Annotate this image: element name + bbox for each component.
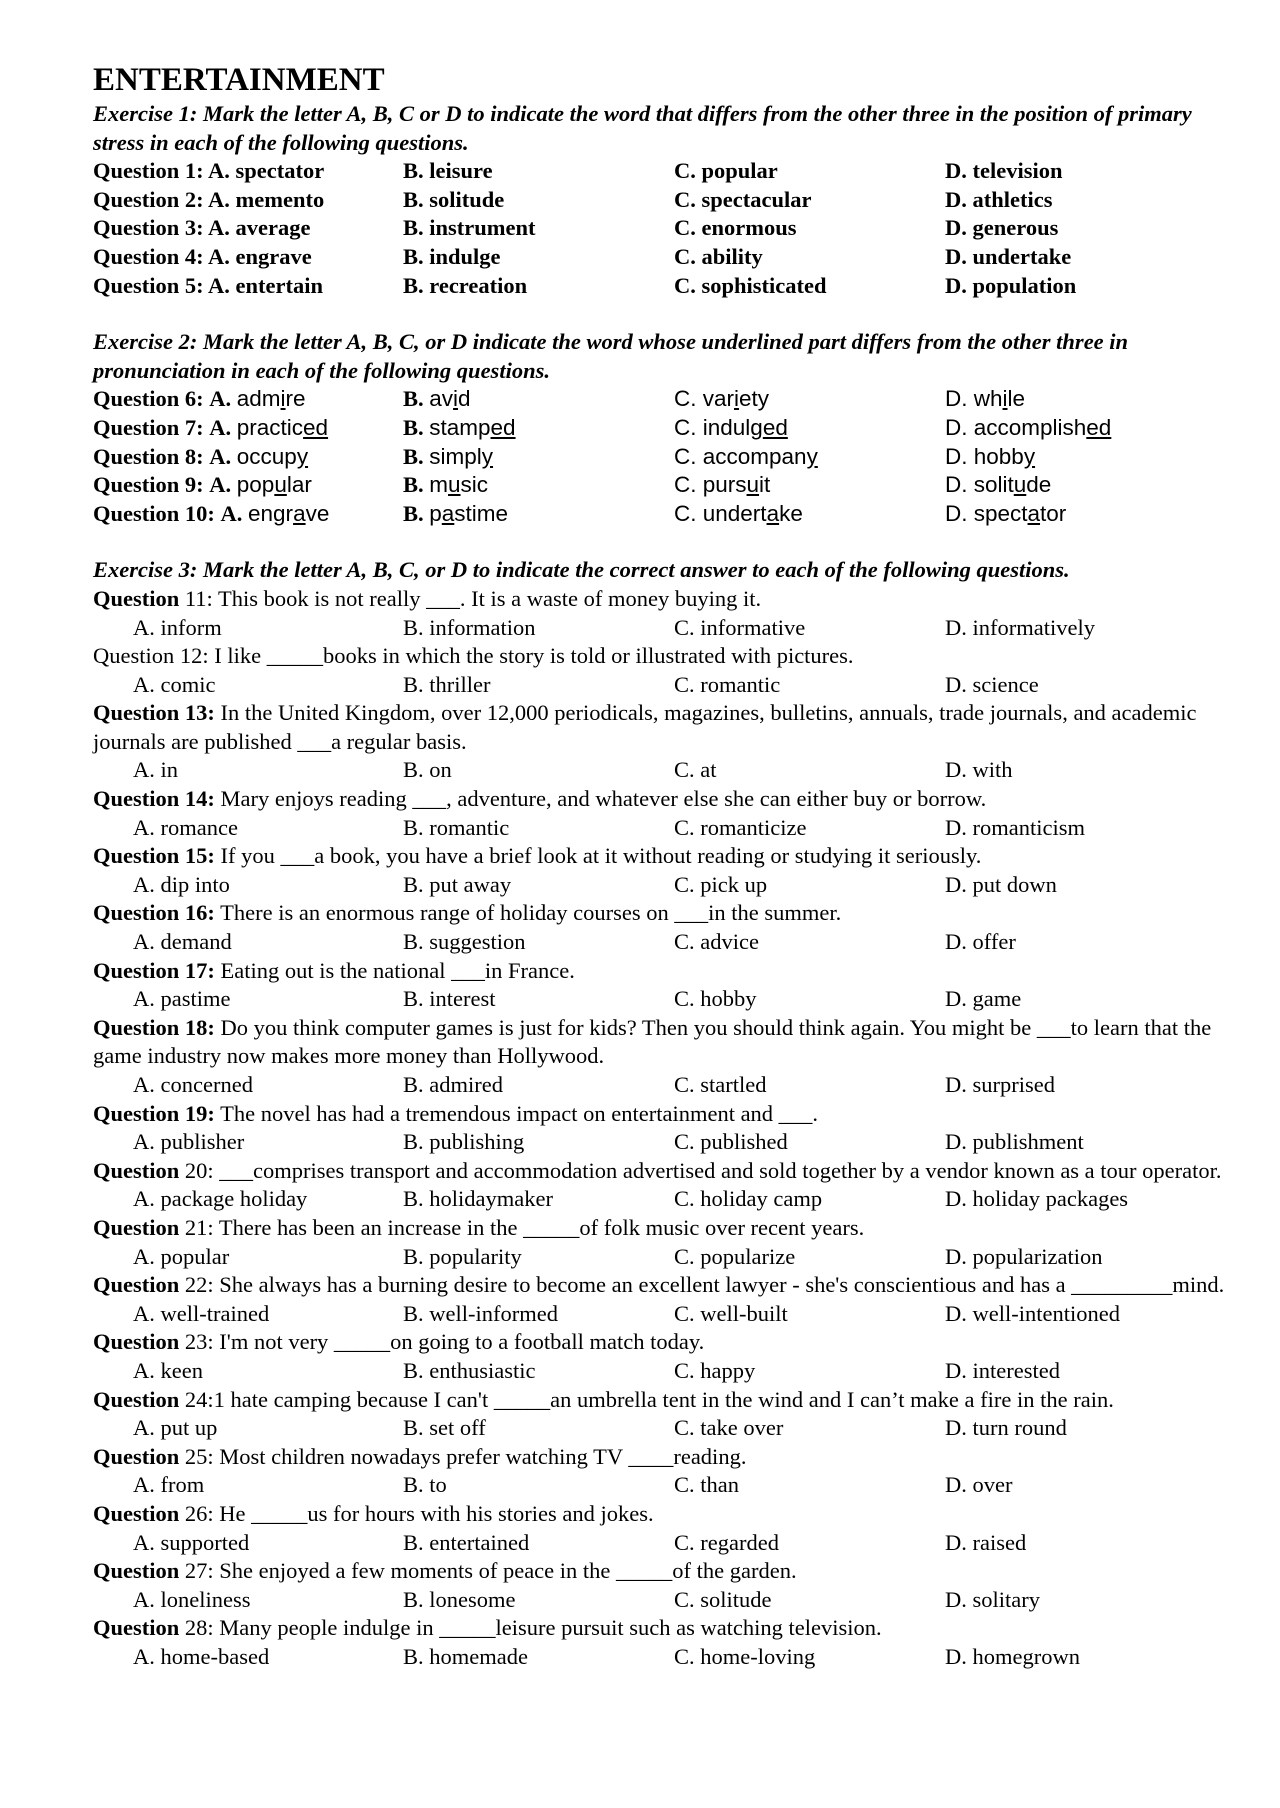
option-d: D. popularization <box>945 1243 1103 1269</box>
question-label: Question <box>93 1443 180 1469</box>
underlined-part: a <box>1027 500 1041 526</box>
option-c: C. ability <box>674 243 763 269</box>
question-row <box>93 500 1233 529</box>
question-number: 25: <box>179 1443 214 1469</box>
word-part: C. indulg <box>674 414 763 440</box>
option-b: B. well-informed <box>403 1300 558 1326</box>
word-part: C. accompan <box>674 443 807 469</box>
underlined-part: i <box>1002 386 1008 412</box>
option-letter: A. <box>220 500 243 526</box>
underlined-part: ed <box>762 414 788 440</box>
underlined-part: ed <box>303 414 329 440</box>
options-row <box>93 1243 1233 1272</box>
word-part: C. purs <box>674 472 747 498</box>
question-text: I'm not very _____on going to a football match today. <box>213 1329 705 1355</box>
option-a <box>248 501 329 526</box>
question-label: Question 19: <box>93 1100 215 1126</box>
question-number: 22: <box>179 1272 214 1298</box>
question-label: Question 9: <box>93 472 204 498</box>
option-a: A. inform <box>133 614 222 640</box>
option-d: D. put down <box>945 871 1057 897</box>
option-a: A. in <box>133 757 178 783</box>
option-c: C. published <box>674 1129 788 1155</box>
option-b: B. on <box>403 757 452 783</box>
option-a: A. comic <box>133 671 216 697</box>
options-row <box>93 1471 1233 1500</box>
option-a: A. put up <box>133 1415 218 1441</box>
exercise-2-list <box>93 385 1233 528</box>
question-text: She always has a burning desire to become an excellent lawyer - she's conscientious and has a _________mind. <box>213 1272 1225 1298</box>
options-row <box>93 614 1233 643</box>
word-part: D. solit <box>945 472 1014 498</box>
underlined-part: y <box>481 443 494 469</box>
option-b: B. instrument <box>403 215 536 241</box>
option-c: C. well-built <box>674 1300 788 1326</box>
option-c: C. romanticize <box>674 814 807 840</box>
underlined-part: u <box>746 472 760 498</box>
question-number: 11: <box>179 585 213 611</box>
options-row <box>93 871 1233 900</box>
question-label: Question 16: <box>93 900 215 926</box>
word-part: lar <box>286 472 312 498</box>
option-a: A. loneliness <box>133 1586 251 1612</box>
option-b: B. holidaymaker <box>403 1186 553 1212</box>
question-label: Question 10: <box>93 500 215 526</box>
word-part: p <box>429 500 442 526</box>
option-a: A. publisher <box>133 1129 245 1155</box>
option-b: B. to <box>403 1472 447 1498</box>
option-b: B. leisure <box>403 158 493 184</box>
word-part: it <box>759 472 771 498</box>
option-b: B. entertained <box>403 1529 530 1555</box>
question-row <box>93 443 1233 472</box>
options-row <box>93 1357 1233 1386</box>
options-row <box>93 928 1233 957</box>
underlined-part: a <box>441 500 455 526</box>
word-part: m <box>429 472 449 498</box>
question-label: Question 8: <box>93 443 204 469</box>
question-text: 1 hate camping because I can't _____an umbrella tent in the wind and I can’t make a fire in the rain. <box>213 1386 1114 1412</box>
option-a: A. dip into <box>133 871 230 897</box>
option-a: A. spectator <box>208 158 325 184</box>
question-row <box>93 243 1233 272</box>
option-b-word <box>429 386 470 411</box>
option-letter: A. <box>209 443 232 469</box>
question-stem <box>93 1500 1233 1529</box>
options-row <box>93 1071 1233 1100</box>
option-d: D. surprised <box>945 1072 1055 1097</box>
underlined-part: u <box>1013 472 1027 498</box>
option-b: B. popularity <box>403 1243 522 1269</box>
option-b <box>403 414 674 443</box>
option-b-word <box>429 501 508 526</box>
exercise-3-list <box>93 585 1233 1672</box>
question-number: 26: <box>179 1500 214 1526</box>
question-stem <box>93 1271 1233 1300</box>
option-c: C. happy <box>674 1357 756 1383</box>
option-d: D. over <box>945 1472 1013 1498</box>
option-b: B. indulge <box>403 243 501 269</box>
option-b <box>403 471 674 500</box>
option-b: B. romantic <box>403 814 510 840</box>
option-d <box>945 500 1233 529</box>
option-b: B. lonesome <box>403 1586 516 1612</box>
option-letter: B. <box>403 414 424 440</box>
question-text: Mary enjoys reading ___, adventure, and whatever else she can either buy or borrow. <box>214 786 987 812</box>
option-d <box>945 471 1233 500</box>
question-stem <box>93 1386 1233 1415</box>
options-row <box>93 1529 1233 1558</box>
question-number: 24: <box>179 1386 214 1412</box>
underlined-part: y <box>1023 443 1036 469</box>
option-b: B. admired <box>403 1072 503 1097</box>
question-number: 27: <box>179 1558 214 1584</box>
question-text: Do you think computer games is just for kids? Then you should think again. You might be ___to learn that the game industry now makes more money than Hollywood. <box>93 1014 1212 1069</box>
option-a: A. romance <box>133 814 238 840</box>
question-stem <box>93 1443 1233 1472</box>
option-a: A. engrave <box>208 243 312 269</box>
option-c: C. startled <box>674 1072 767 1097</box>
word-part: ety <box>739 386 770 412</box>
option-c <box>674 443 945 472</box>
question-label: Question <box>93 1329 180 1355</box>
option-d: D. well-intentioned <box>945 1300 1120 1326</box>
option-a: A. from <box>133 1472 205 1498</box>
word-part: re <box>285 386 306 412</box>
option-d: D. television <box>945 158 1063 184</box>
question-row <box>93 214 1233 243</box>
question-stem <box>93 585 1233 614</box>
question-number: 20: <box>179 1157 214 1183</box>
option-d: D. with <box>945 757 1013 783</box>
option-c: C. at <box>674 757 717 783</box>
question-number: Question 12: <box>93 643 209 669</box>
option-b <box>403 385 674 414</box>
option-b-word <box>429 472 488 497</box>
option-a: A. pastime <box>133 986 231 1012</box>
word-part: av <box>429 386 454 412</box>
option-a: A. memento <box>208 186 325 212</box>
option-letter: A. <box>209 414 232 440</box>
option-a: A. concerned <box>133 1072 253 1097</box>
option-a <box>237 444 308 469</box>
option-b: B. set off <box>403 1415 486 1441</box>
option-a: A. popular <box>133 1243 230 1269</box>
word-part: engr <box>248 500 294 526</box>
option-b: B. put away <box>403 871 512 897</box>
option-c <box>674 471 945 500</box>
question-cell <box>93 186 403 215</box>
question-stem <box>93 1157 1233 1186</box>
word-part: D. spect <box>945 500 1028 526</box>
option-a: A. home-based <box>133 1643 270 1669</box>
question-row <box>93 272 1233 301</box>
underlined-part: y <box>806 443 818 469</box>
question-label: Question <box>93 1386 180 1412</box>
question-stem <box>93 957 1233 986</box>
word-part: ve <box>305 500 330 526</box>
question-text: There is an enormous range of holiday courses on ___in the summer. <box>214 900 842 926</box>
option-d: D. science <box>945 671 1039 697</box>
option-b: B. information <box>403 614 536 640</box>
underlined-part: a <box>293 500 306 526</box>
option-c: C. popularize <box>674 1243 796 1269</box>
question-label: Question <box>93 1214 180 1240</box>
option-b: B. recreation <box>403 272 528 298</box>
question-stem <box>93 1328 1233 1357</box>
question-label: Question 3: <box>93 215 204 241</box>
option-a: A. package holiday <box>133 1186 308 1212</box>
underlined-part: y <box>296 443 309 469</box>
option-b <box>403 500 674 529</box>
word-part: C. undert <box>674 500 767 526</box>
option-d: D. interested <box>945 1357 1060 1383</box>
question-cell <box>93 471 403 500</box>
option-d: D. homegrown <box>945 1643 1080 1669</box>
question-number: 23: <box>179 1329 214 1355</box>
underlined-part: u <box>448 472 461 498</box>
option-letter: B. <box>403 472 424 498</box>
underlined-part: a <box>766 500 780 526</box>
option-d: D. romanticism <box>945 814 1085 840</box>
options-row <box>93 1643 1233 1672</box>
question-label: Question 15: <box>93 843 215 869</box>
question-text: He _____us for hours with his stories and jokes. <box>213 1500 654 1526</box>
word-part: d <box>458 386 471 412</box>
option-d: D. raised <box>945 1529 1027 1555</box>
question-label: Question 13: <box>93 700 215 726</box>
option-d: D. athletics <box>945 186 1053 212</box>
question-row <box>93 385 1233 414</box>
option-d <box>945 414 1233 443</box>
option-d: D. informatively <box>945 614 1095 640</box>
question-label: Question 1: <box>93 158 204 184</box>
question-label: Question 7: <box>93 414 204 440</box>
underlined-part: ed <box>1086 414 1112 440</box>
worksheet-page <box>93 60 1233 1671</box>
option-a: A. average <box>208 215 311 241</box>
option-b: B. homemade <box>403 1643 528 1669</box>
option-d: D. holiday packages <box>945 1186 1129 1212</box>
exercise-3-instruction: Exercise 3: Mark the letter A, B, C, or D to indicate the correct answer to each of the following questions. <box>93 557 1070 583</box>
underlined-part: i <box>734 386 740 412</box>
question-stem <box>93 1100 1233 1129</box>
question-stem <box>93 1557 1233 1586</box>
option-c: C. enormous <box>674 215 797 241</box>
question-cell <box>93 214 403 243</box>
question-label: Question <box>93 1272 180 1298</box>
page-title: ENTERTAINMENT <box>93 62 385 98</box>
word-part: C. var <box>674 386 735 412</box>
option-d: D. publishment <box>945 1129 1084 1155</box>
option-d: D. turn round <box>945 1415 1067 1441</box>
option-c: C. home-loving <box>674 1643 816 1669</box>
option-b-word <box>429 444 493 469</box>
option-c: C. informative <box>674 614 806 640</box>
option-a: A. supported <box>133 1529 250 1555</box>
option-a: A. keen <box>133 1357 203 1383</box>
word-part: D. wh <box>945 386 1003 412</box>
options-row <box>93 1185 1233 1214</box>
option-c: C. spectacular <box>674 186 812 212</box>
option-b-word <box>429 415 515 440</box>
word-part: stime <box>454 500 509 526</box>
exercise-1-list <box>93 157 1233 300</box>
option-letter: A. <box>209 472 232 498</box>
option-c: C. sophisticated <box>674 272 827 298</box>
underlined-part: u <box>274 472 287 498</box>
option-d: D. population <box>945 272 1077 298</box>
word-part: de <box>1026 472 1052 498</box>
option-d: D. undertake <box>945 243 1072 269</box>
option-a: A. entertain <box>208 272 324 298</box>
options-row <box>93 985 1233 1014</box>
question-label: Question 2: <box>93 186 204 212</box>
question-cell <box>93 385 403 414</box>
option-letter: A. <box>209 386 232 412</box>
option-c: C. than <box>674 1472 739 1498</box>
question-text: Many people indulge in _____leisure pursuit such as watching television. <box>213 1615 882 1641</box>
question-cell <box>93 500 403 529</box>
question-stem <box>93 699 1233 756</box>
option-a <box>237 415 328 440</box>
question-label: Question 14: <box>93 786 215 812</box>
underlined-part: i <box>280 386 286 412</box>
question-label: Question 17: <box>93 957 215 983</box>
option-d <box>945 443 1233 472</box>
option-b: B. enthusiastic <box>403 1357 536 1383</box>
option-b <box>403 443 674 472</box>
option-c: C. solitude <box>674 1586 772 1612</box>
question-stem <box>93 1614 1233 1643</box>
option-b: B. thriller <box>403 671 491 697</box>
option-a: A. demand <box>133 929 232 955</box>
option-d: D. generous <box>945 215 1059 241</box>
word-part: D. accomplish <box>945 414 1087 440</box>
exercise-1-instruction: Exercise 1: Mark the letter A, B, C or D to indicate the word that differs from the other three in the position of primary stress in each of the following questions. <box>93 101 1192 155</box>
question-text: This book is not really ___. It is a waste of money buying it. <box>212 585 762 611</box>
word-part: simpl <box>429 443 482 469</box>
question-text: The novel has had a tremendous impact on entertainment and ___. <box>214 1100 819 1126</box>
underlined-part: ed <box>490 414 516 440</box>
option-c: C. take over <box>674 1415 784 1441</box>
option-letter: B. <box>403 443 424 469</box>
question-cell <box>93 414 403 443</box>
option-letter: B. <box>403 500 424 526</box>
question-text: Most children nowadays prefer watching TV ____reading. <box>213 1443 747 1469</box>
question-text: There has been an increase in the _____of folk music over recent years. <box>213 1214 865 1240</box>
question-label: Question 4: <box>93 243 204 269</box>
option-b: B. publishing <box>403 1129 525 1155</box>
question-text: ___comprises transport and accommodation advertised and sold together by a vendor known as a tour operator. <box>213 1157 1222 1183</box>
question-stem <box>93 785 1233 814</box>
question-stem <box>93 642 1233 671</box>
option-a <box>237 386 306 411</box>
question-text: In the United Kingdom, over 12,000 periodicals, magazines, bulletins, annuals, trade journals, and academic journals are published ___a regular basis. <box>93 700 1197 754</box>
option-c <box>674 414 945 443</box>
question-label: Question <box>93 1558 180 1584</box>
question-stem <box>93 842 1233 871</box>
question-row <box>93 157 1233 186</box>
option-c: C. pick up <box>674 871 768 897</box>
word-part: D. hobb <box>945 443 1024 469</box>
option-d: D. game <box>945 986 1022 1012</box>
word-part: occup <box>236 443 297 469</box>
question-row <box>93 471 1233 500</box>
options-row <box>93 756 1233 785</box>
word-part: le <box>1007 386 1026 412</box>
question-text: She enjoyed a few moments of peace in the _____of the garden. <box>213 1558 797 1584</box>
question-label: Question <box>93 1500 180 1526</box>
question-text: If you ___a book, you have a brief look at it without reading or studying it seriously. <box>214 843 982 869</box>
option-letter: B. <box>403 386 424 412</box>
question-stem <box>93 1214 1233 1243</box>
question-label: Question <box>93 1157 180 1183</box>
word-part: adm <box>236 386 281 412</box>
options-row <box>93 1586 1233 1615</box>
word-part: sic <box>460 472 489 498</box>
option-d <box>945 385 1233 414</box>
question-cell <box>93 443 403 472</box>
word-part: pop <box>236 472 275 498</box>
word-part: stamp <box>429 414 491 440</box>
question-row <box>93 186 1233 215</box>
question-label: Question 6: <box>93 386 204 412</box>
option-d: D. offer <box>945 929 1016 955</box>
option-b: B. suggestion <box>403 929 526 955</box>
option-a <box>237 472 312 497</box>
option-a: A. well-trained <box>133 1300 270 1326</box>
option-c <box>674 385 945 414</box>
option-c: C. hobby <box>674 986 757 1012</box>
underlined-part: i <box>453 386 459 412</box>
options-row <box>93 814 1233 843</box>
option-b: B. interest <box>403 986 496 1012</box>
option-d: D. solitary <box>945 1586 1040 1612</box>
option-c <box>674 500 945 529</box>
word-part: ke <box>779 500 803 526</box>
question-stem <box>93 1014 1233 1071</box>
question-cell <box>93 157 403 186</box>
option-c: C. advice <box>674 929 759 955</box>
question-stem <box>93 899 1233 928</box>
question-text: I like _____books in which the story is told or illustrated with pictures. <box>208 643 854 669</box>
question-label: Question <box>93 1615 180 1641</box>
question-label: Question <box>93 585 180 611</box>
question-number: 21: <box>179 1214 214 1240</box>
option-c: C. holiday camp <box>674 1186 823 1212</box>
option-c: C. regarded <box>674 1529 779 1555</box>
option-c: C. romantic <box>674 671 781 697</box>
option-c: C. popular <box>674 158 778 184</box>
options-row <box>93 1414 1233 1443</box>
options-row <box>93 1300 1233 1329</box>
question-cell <box>93 272 403 301</box>
exercise-2-instruction: Exercise 2: Mark the letter A, B, C, or D indicate the word whose underlined part differs from the other three in pronunciation in each of the following questions. <box>93 329 1129 383</box>
options-row <box>93 1128 1233 1157</box>
options-row <box>93 671 1233 700</box>
word-part: practic <box>236 414 304 440</box>
question-label: Question 5: <box>93 272 204 298</box>
question-label: Question 18: <box>93 1014 215 1040</box>
word-part: tor <box>1040 500 1067 526</box>
question-cell <box>93 243 403 272</box>
option-b: B. solitude <box>403 186 505 212</box>
question-row <box>93 414 1233 443</box>
question-number: 28: <box>179 1615 214 1641</box>
question-text: Eating out is the national ___in France. <box>214 957 575 983</box>
